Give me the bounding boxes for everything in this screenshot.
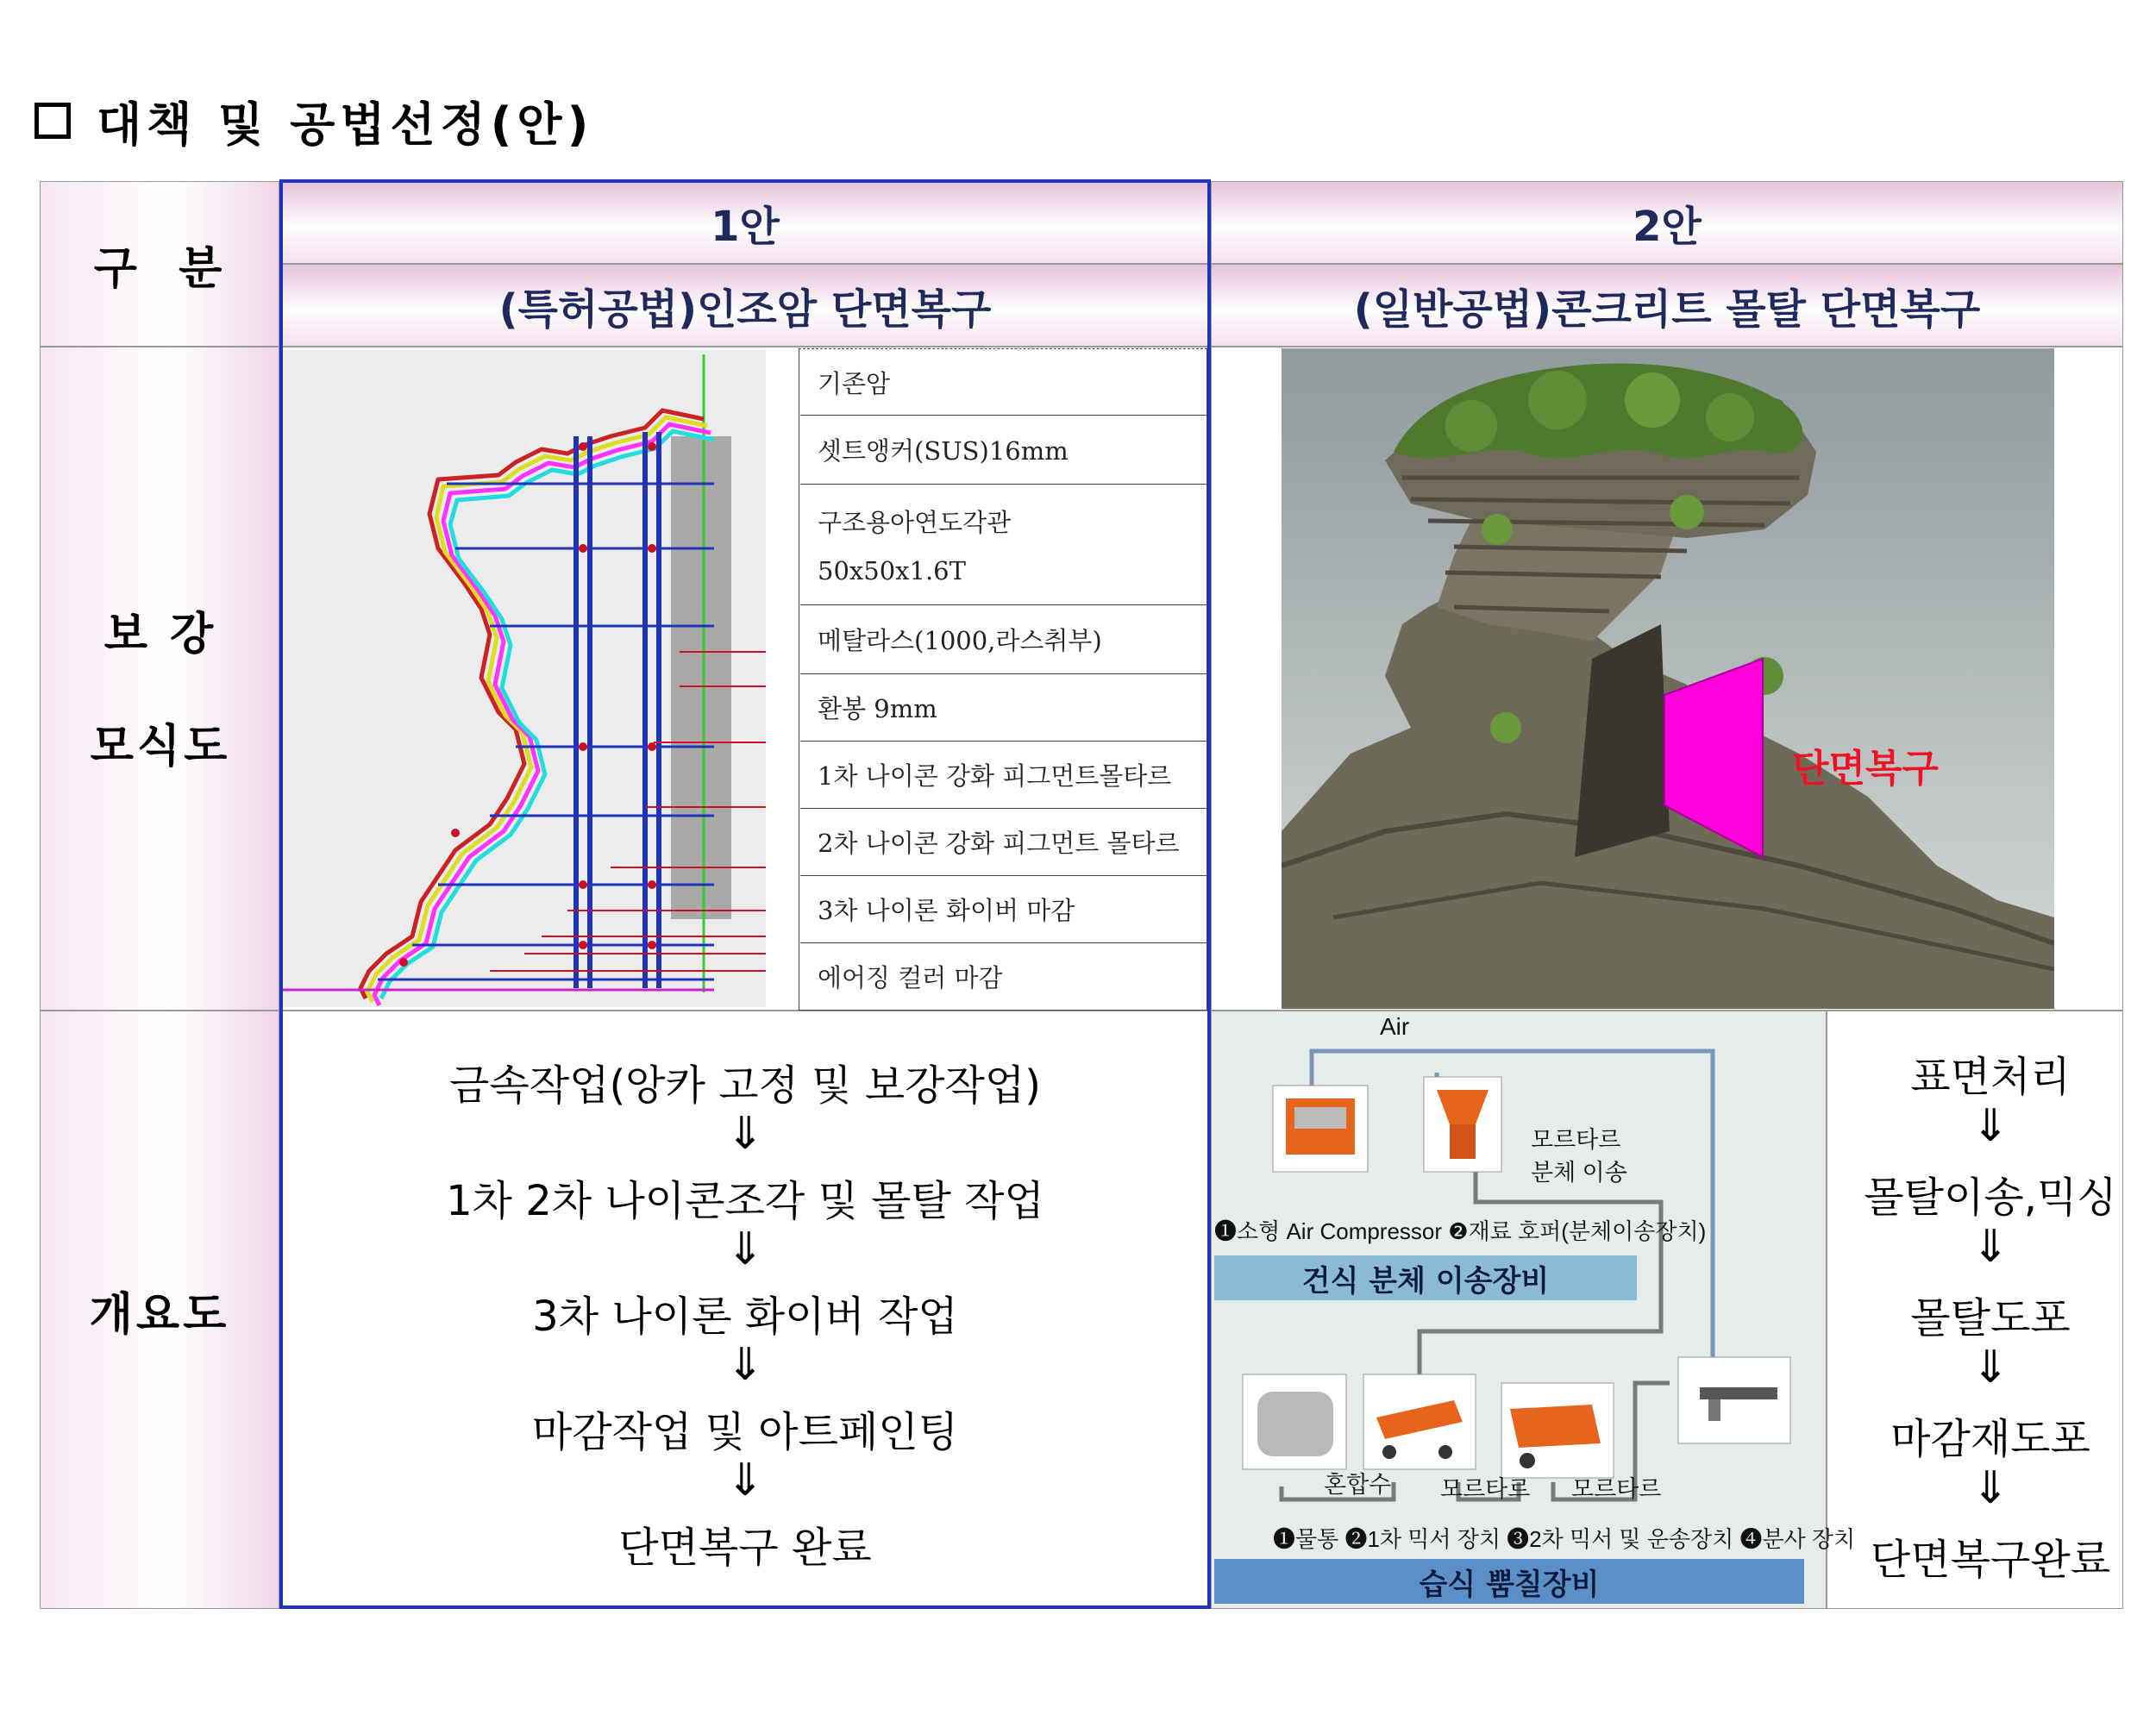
legend-tube-name: 구조용아연도각관 [818,508,1012,537]
mix-water-label: 혼합수 [1324,1472,1392,1498]
down-arrow-icon: ⇓ [726,1455,764,1506]
mortar-transfer-label-1: 모르타르 [1531,1127,1621,1153]
section-heading [34,86,593,155]
dry-equipment-caption: ❶소형 Air Compressor ❷재료 호퍼(분체이송장치) [1214,1218,1707,1244]
reinforce-label-line1: 보 강 [103,609,217,660]
air-label: Air [1380,1013,1410,1040]
legend-item: 3차 나이론 화이버 마감 [800,876,1207,943]
mortar-transfer-label-2: 분체 이송 [1531,1160,1627,1186]
mortar-label-b: 모르타르 [1571,1476,1662,1502]
process2-step: 몰탈이송,믹싱 [1864,1174,2117,1222]
down-arrow-icon: ⇓ [726,1224,764,1275]
down-arrow-icon: ⇓ [726,1108,764,1160]
legend-item: 2차 나이콘 강화 피그먼트 몰타르 [800,809,1207,876]
mortar-label-a: 모르타르 [1440,1476,1531,1502]
down-arrow-icon: ⇓ [1971,1342,2009,1393]
down-arrow-icon: ⇓ [1971,1462,2009,1514]
legend-item: 메탈라스(1000,라스취부) [800,605,1207,674]
option2-title: (일반공법)콘크리트 몰탈 단면복구 [1353,285,1981,334]
process2-step: 단면복구완료 [1870,1536,2111,1584]
legend-item: 기존암 [800,350,1207,416]
option1-number: 1안 [711,202,780,251]
option1-title: (특허공법)인조암 단면복구 [498,285,992,334]
spray-gun-icon [1678,1357,1790,1443]
option2-title-cell [1211,264,2123,347]
process1-step: 단면복구 완료 [618,1524,872,1572]
process2-step: 몰탈도포 [1910,1294,2071,1343]
page-title: 대책 및 공법선정(안) [97,97,594,152]
down-arrow-icon: ⇓ [1971,1221,2009,1273]
process1-step: 마감작업 및 아트페인팅 [531,1408,959,1456]
air-compressor-icon [1273,1086,1368,1172]
process1-step: 1차 2차 나이콘조각 및 몰탈 작업 [446,1177,1044,1225]
water-tank-icon [1243,1374,1346,1469]
hopper-icon [1424,1077,1501,1172]
dry-equipment-banner: 건식 분체 이송장비 [1214,1255,1637,1300]
down-arrow-icon: ⇓ [1971,1100,2009,1152]
down-arrow-icon: ⇓ [726,1339,764,1391]
legend-tube-size: 50x50x1.6T [818,556,966,585]
wet-equipment-caption: ❶물통 ❷1차 믹서 장치 ❸2차 믹서 및 운송장치 ❹분사 장치 [1273,1526,1856,1552]
mixer-1-icon [1363,1374,1476,1469]
process2-step: 마감재도포 [1890,1415,2090,1463]
checkbox-bullet-icon [34,103,71,139]
option2-number-cell [1211,181,2123,264]
legend-item: 셋트앵커(SUS)16mm [800,416,1207,485]
equipment-flow-lines [1213,1012,1825,1607]
mixer-2-icon [1501,1383,1614,1478]
overview-label: 개요도 [89,1288,230,1341]
legend-item: 에어징 컬러 마감 [818,962,1003,992]
repair-area-label: 단면복구 [1792,747,1940,791]
category-header-cell [40,181,279,347]
overview-label-cell [40,1011,279,1609]
category-label: 구 분 [93,242,226,295]
process2-step: 표면처리 [1910,1053,2071,1101]
rock-photo [1282,348,2054,1009]
process1-step: 3차 나이론 화이버 작업 [532,1293,958,1341]
reinforce-label-cell [40,347,279,1011]
legend-item: 환봉 9mm [800,674,1207,742]
process1-step: 금속작업(앙카 고정 및 보강작업) [448,1061,1041,1110]
wet-equipment-banner: 습식 뿜칠장비 [1214,1559,1804,1604]
option1-highlight-frame [279,179,1211,1609]
option2-number: 2안 [1633,202,1702,251]
reinforce-label-line2: 모식도 [90,721,231,773]
legend-item: 1차 나이콘 강화 피그먼트몰타르 [800,742,1207,809]
